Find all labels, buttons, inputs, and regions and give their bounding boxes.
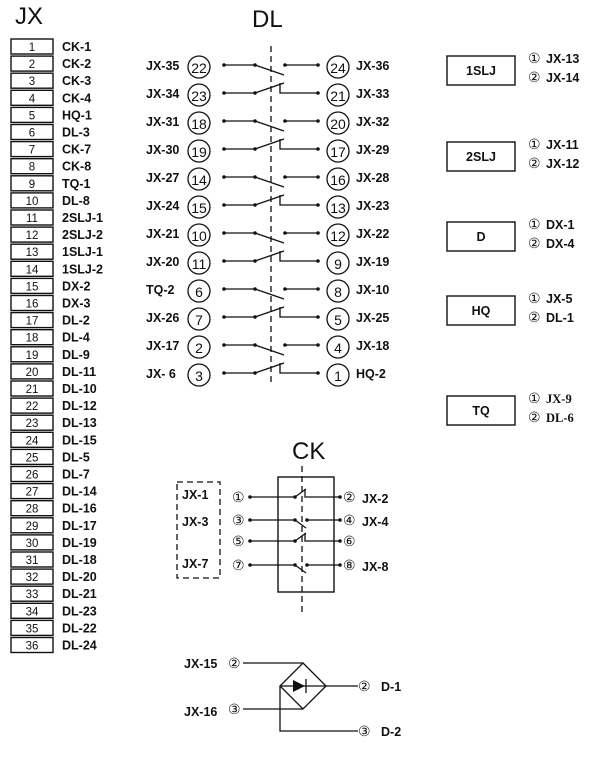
dl-left-terminal-number: 7 xyxy=(195,312,203,328)
jx-terminal-row xyxy=(11,586,97,601)
dl-left-label: TQ-2 xyxy=(146,283,175,297)
device-pin-number: ② xyxy=(528,235,541,251)
jx-terminal-number: 12 xyxy=(25,230,39,243)
bridge-input-pin: ② xyxy=(228,655,241,671)
ck-switch-block xyxy=(177,438,388,612)
jx-terminal-row xyxy=(11,210,103,225)
jx-terminal-label: DL-19 xyxy=(62,535,97,550)
jx-terminal-label: DL-15 xyxy=(62,433,97,448)
jx-terminal-number: 7 xyxy=(28,144,36,157)
jx-terminal-block xyxy=(11,3,103,653)
jx-terminal-number: 11 xyxy=(26,213,38,225)
device-pin-number: ① xyxy=(528,290,541,306)
dl-contact-row xyxy=(146,251,389,274)
jx-terminal-number: 14 xyxy=(25,264,39,277)
jx-terminal-row xyxy=(11,278,91,293)
dl-contact-row xyxy=(146,83,389,106)
jx-terminal-number: 23 xyxy=(25,418,39,431)
jx-terminal-number: 2 xyxy=(28,59,36,72)
jx-terminal-number: 6 xyxy=(28,127,36,140)
jx-terminal-number: 9 xyxy=(28,178,36,191)
jx-terminal-label: DL-4 xyxy=(62,330,90,345)
dl-right-label: JX-22 xyxy=(356,227,390,241)
jx-terminal-label: DL-12 xyxy=(62,399,97,414)
device-d xyxy=(447,216,575,251)
jx-terminal-number: 17 xyxy=(25,315,39,328)
jx-terminal-label: CK-2 xyxy=(62,57,92,72)
jx-terminal-label: DL-14 xyxy=(62,484,97,499)
jx-terminal-label: DL-3 xyxy=(62,125,90,140)
jx-terminal-label: DL-21 xyxy=(62,587,97,602)
jx-terminal-row xyxy=(11,313,90,328)
jx-terminal-row xyxy=(11,176,91,191)
dl-left-terminal-number: 2 xyxy=(195,340,203,356)
device-pin-label: DX-4 xyxy=(546,237,575,251)
jx-terminal-label: 1SLJ-2 xyxy=(62,262,103,277)
dl-right-terminal-number: 9 xyxy=(334,256,342,272)
device-name: 1SLJ xyxy=(466,64,496,78)
normally-open-contact xyxy=(255,177,284,187)
dl-left-label: JX-20 xyxy=(146,255,180,269)
device-pin-number: ② xyxy=(528,155,541,171)
jx-terminal-row xyxy=(11,364,96,379)
bridge-output-label: D-1 xyxy=(381,680,402,694)
jx-terminal-row xyxy=(11,432,97,447)
jx-terminal-number: 32 xyxy=(25,572,39,585)
dl-left-label: JX-17 xyxy=(146,339,180,353)
jx-terminal-number: 33 xyxy=(25,589,39,602)
dl-left-label: JX-35 xyxy=(146,59,180,73)
dl-contact-row xyxy=(146,56,389,78)
device-pin-number: ① xyxy=(528,50,541,66)
dl-left-terminal-number: 19 xyxy=(191,144,207,160)
dl-relay-block xyxy=(146,6,389,386)
dl-right-terminal-number: 12 xyxy=(330,228,346,244)
dl-right-label: JX-10 xyxy=(356,283,390,297)
jx-terminal-number: 22 xyxy=(25,401,39,414)
device-pin-label: JX-13 xyxy=(546,52,580,66)
device-1slj xyxy=(447,50,579,85)
device-pin-label: DX-1 xyxy=(546,218,575,232)
dl-left-terminal-number: 15 xyxy=(191,200,207,216)
jx-terminal-row xyxy=(11,484,97,499)
dl-left-label: JX-27 xyxy=(146,171,180,185)
ck-left-pin: ① xyxy=(232,489,245,505)
dl-right-label: JX-28 xyxy=(356,171,390,185)
dl-contact-row xyxy=(146,195,389,218)
jx-terminal-number: 30 xyxy=(25,537,39,550)
dl-left-label: JX-31 xyxy=(146,115,180,129)
jx-terminal-row xyxy=(11,501,97,516)
jx-terminal-row xyxy=(11,620,97,635)
device-hq xyxy=(447,290,574,325)
jx-terminal-number: 3 xyxy=(28,76,36,89)
jx-terminal-row xyxy=(11,159,91,174)
diode-icon xyxy=(293,680,305,692)
jx-terminal-label: DL-16 xyxy=(62,501,97,516)
bridge-output-pin: ③ xyxy=(358,723,371,739)
jx-terminal-row xyxy=(11,569,97,584)
dl-left-terminal-number: 18 xyxy=(191,116,207,132)
dl-contact-row xyxy=(146,363,386,386)
ck-right-pin: ⑧ xyxy=(343,557,356,573)
dl-contact-row xyxy=(146,112,389,134)
jx-terminal-label: DX-2 xyxy=(62,279,91,294)
jx-terminal-number: 27 xyxy=(25,486,39,499)
dl-right-label: JX-33 xyxy=(356,87,390,101)
device-name: 2SLJ xyxy=(466,150,496,164)
bridge-input-pin: ③ xyxy=(228,701,241,717)
normally-open-contact xyxy=(255,121,284,131)
dl-left-terminal-number: 22 xyxy=(191,60,207,76)
jx-terminal-number: 34 xyxy=(25,606,39,619)
jx-terminal-label: DL-2 xyxy=(62,313,90,328)
device-name: D xyxy=(476,230,486,244)
ck-right-label: JX-4 xyxy=(362,515,389,529)
bridge-output-label: D-2 xyxy=(381,725,402,739)
dl-right-terminal-number: 13 xyxy=(330,200,346,216)
dl-right-terminal-number: 16 xyxy=(330,172,346,188)
dl-left-terminal-number: 10 xyxy=(191,228,207,244)
normally-open-contact xyxy=(255,65,284,75)
normally-open-contact xyxy=(255,289,284,299)
jx-terminal-row xyxy=(11,638,97,653)
dl-contact-row xyxy=(146,224,389,246)
jx-terminal-label: 1SLJ-1 xyxy=(62,245,103,260)
ck-group-label: JX-7 xyxy=(182,557,209,571)
jx-terminal-row xyxy=(11,227,103,242)
device-blocks xyxy=(447,50,579,425)
dl-left-label: JX-24 xyxy=(146,199,180,213)
jx-terminal-label: DL-11 xyxy=(62,364,97,379)
dl-left-terminal-number: 6 xyxy=(195,284,203,300)
dl-right-label: HQ-2 xyxy=(356,367,386,381)
jx-terminal-number: 29 xyxy=(25,520,39,533)
device-name: TQ xyxy=(472,404,490,418)
device-pin-number: ② xyxy=(528,69,541,85)
jx-terminal-number: 31 xyxy=(25,555,39,567)
dl-left-label: JX-30 xyxy=(146,143,180,157)
jx-title: JX xyxy=(15,3,44,30)
jx-terminal-number: 36 xyxy=(25,640,39,653)
device-2slj xyxy=(447,136,579,171)
jx-terminal-number: 26 xyxy=(25,469,39,482)
ck-title: CK xyxy=(292,438,326,465)
jx-terminal-label: DL-20 xyxy=(62,570,97,585)
dl-right-terminal-number: 4 xyxy=(334,340,342,356)
dl-contact-row xyxy=(146,168,389,190)
dl-right-terminal-number: 5 xyxy=(334,312,342,328)
ck-right-pin: ② xyxy=(343,489,356,505)
jx-terminal-number: 18 xyxy=(25,332,39,345)
ck-left-pin: ⑤ xyxy=(232,533,245,549)
device-pin-label: JX-14 xyxy=(546,71,580,85)
jx-terminal-row xyxy=(11,261,103,276)
dl-right-label: JX-23 xyxy=(356,199,390,213)
device-tq xyxy=(447,390,574,425)
jx-terminal-label: DL-5 xyxy=(62,450,90,465)
jx-terminal-number: 19 xyxy=(25,349,39,362)
device-pin-label: JX-9 xyxy=(546,392,572,406)
dl-left-label: JX-34 xyxy=(146,87,180,101)
jx-terminal-number: 20 xyxy=(25,366,39,379)
dl-contact-row xyxy=(146,139,389,162)
jx-terminal-label: DL-13 xyxy=(62,416,97,431)
jx-terminal-row xyxy=(11,552,97,567)
device-pin-number: ② xyxy=(528,309,541,325)
jx-terminal-number: 24 xyxy=(25,435,39,448)
dl-right-label: JX-25 xyxy=(356,311,390,325)
jx-terminal-label: DL-23 xyxy=(62,604,97,619)
jx-terminal-row xyxy=(11,518,97,533)
dl-right-label: JX-36 xyxy=(356,59,390,73)
jx-terminal-label: CK-4 xyxy=(62,91,92,106)
jx-terminal-label: 2SLJ-1 xyxy=(62,211,103,225)
dl-left-label: JX-26 xyxy=(146,311,180,325)
jx-terminal-row xyxy=(11,244,103,259)
device-pin-number: ① xyxy=(528,216,541,232)
jx-terminal-row xyxy=(11,296,91,311)
jx-terminal-row xyxy=(11,467,90,482)
jx-terminal-label: DL-22 xyxy=(62,621,97,636)
bridge-output-pin: ② xyxy=(358,678,371,694)
jx-terminal-row xyxy=(11,603,97,618)
dl-contact-row xyxy=(146,280,389,302)
dl-left-terminal-number: 23 xyxy=(191,88,207,104)
dl-right-label: JX-18 xyxy=(356,339,390,353)
dl-left-terminal-number: 11 xyxy=(191,256,207,272)
ck-right-label: JX-2 xyxy=(362,492,389,506)
ck-right-pin: ④ xyxy=(343,512,356,528)
jx-terminal-number: 4 xyxy=(28,93,36,106)
dl-right-label: JX-19 xyxy=(356,255,390,269)
jx-terminal-number: 1 xyxy=(28,42,36,54)
jx-terminal-label: CK-7 xyxy=(62,142,92,157)
ck-right-pin: ⑥ xyxy=(343,533,356,549)
jx-terminal-number: 8 xyxy=(28,161,36,174)
dl-left-label: JX-21 xyxy=(146,227,180,241)
dl-left-terminal-number: 14 xyxy=(191,172,207,188)
jx-terminal-label: DL-10 xyxy=(62,382,97,396)
ck-right-label: JX-8 xyxy=(362,560,389,574)
bridge-rectifier-block xyxy=(184,655,401,739)
jx-terminal-row xyxy=(11,449,90,464)
dl-contact-row xyxy=(146,336,389,358)
jx-terminal-label: TQ-1 xyxy=(62,176,91,191)
dl-right-terminal-number: 24 xyxy=(330,60,346,76)
jx-terminal-row xyxy=(11,347,90,362)
jx-terminal-label: 2SLJ-2 xyxy=(62,228,103,243)
dl-left-terminal-number: 3 xyxy=(195,368,203,384)
jx-terminal-label: DL-18 xyxy=(62,553,97,567)
jx-terminal-number: 25 xyxy=(25,452,39,465)
jx-terminal-number: 10 xyxy=(25,195,39,208)
device-pin-label: JX-12 xyxy=(546,157,580,171)
dl-right-terminal-number: 17 xyxy=(330,144,346,160)
jx-terminal-number: 15 xyxy=(25,281,39,294)
dl-contact-row xyxy=(146,307,389,330)
jx-terminal-row xyxy=(11,415,97,430)
jx-terminal-row xyxy=(11,39,91,54)
jx-terminal-row xyxy=(11,330,90,345)
jx-terminal-row xyxy=(11,90,91,105)
jx-terminal-row xyxy=(11,73,91,88)
jx-terminal-row xyxy=(11,125,90,140)
jx-terminal-row xyxy=(11,398,97,413)
jx-terminal-label: DL-9 xyxy=(62,347,90,362)
jx-terminal-row xyxy=(11,56,91,71)
jx-terminal-row xyxy=(11,193,90,208)
dl-left-label: JX- 6 xyxy=(146,367,176,381)
dl-title: DL xyxy=(252,6,283,33)
ck-left-pin: ⑦ xyxy=(232,557,245,573)
dl-right-terminal-number: 20 xyxy=(330,116,346,132)
jx-terminal-number: 28 xyxy=(25,503,39,516)
jx-terminal-label: DX-3 xyxy=(62,296,91,311)
dl-right-terminal-number: 21 xyxy=(330,88,346,104)
device-pin-label: JX-5 xyxy=(546,292,573,306)
jx-terminal-number: 35 xyxy=(25,623,39,636)
jx-terminal-label: DL-17 xyxy=(62,518,97,533)
bridge-input-label: JX-15 xyxy=(184,657,218,671)
jx-terminal-row xyxy=(11,142,91,157)
dl-right-label: JX-32 xyxy=(356,115,390,129)
device-pin-label: DL-6 xyxy=(546,411,574,425)
jx-terminal-label: CK-1 xyxy=(62,40,92,54)
normally-open-contact xyxy=(255,345,284,355)
device-pin-number: ① xyxy=(528,136,541,152)
normally-open-contact xyxy=(255,233,284,243)
jx-terminal-label: DL-24 xyxy=(62,638,97,653)
bridge-input-label: JX-16 xyxy=(184,705,218,719)
jx-terminal-label: HQ-1 xyxy=(62,108,92,123)
jx-terminal-row xyxy=(11,107,92,122)
dl-right-label: JX-29 xyxy=(356,143,390,157)
ck-group-label: JX-3 xyxy=(182,515,209,529)
device-pin-number: ① xyxy=(528,390,541,406)
dl-right-terminal-number: 8 xyxy=(334,284,342,300)
jx-terminal-number: 13 xyxy=(25,247,39,260)
jx-terminal-number: 21 xyxy=(25,384,39,396)
jx-terminal-label: CK-8 xyxy=(62,159,92,174)
device-name: HQ xyxy=(471,304,491,318)
ck-group-label: JX-1 xyxy=(182,488,209,502)
ck-housing xyxy=(278,477,334,592)
ck-left-pin: ③ xyxy=(232,512,245,528)
jx-terminal-row xyxy=(11,535,97,550)
device-pin-label: DL-1 xyxy=(546,311,574,325)
device-pin-number: ② xyxy=(528,409,541,425)
dl-right-terminal-number: 1 xyxy=(334,368,342,384)
jx-terminal-label: DL-8 xyxy=(62,193,90,208)
jx-terminal-label: CK-3 xyxy=(62,74,92,89)
device-pin-label: JX-11 xyxy=(546,138,579,152)
jx-terminal-row xyxy=(11,381,97,396)
jx-terminal-number: 5 xyxy=(28,110,36,123)
jx-terminal-label: DL-7 xyxy=(62,467,90,482)
jx-terminal-number: 16 xyxy=(25,298,39,311)
